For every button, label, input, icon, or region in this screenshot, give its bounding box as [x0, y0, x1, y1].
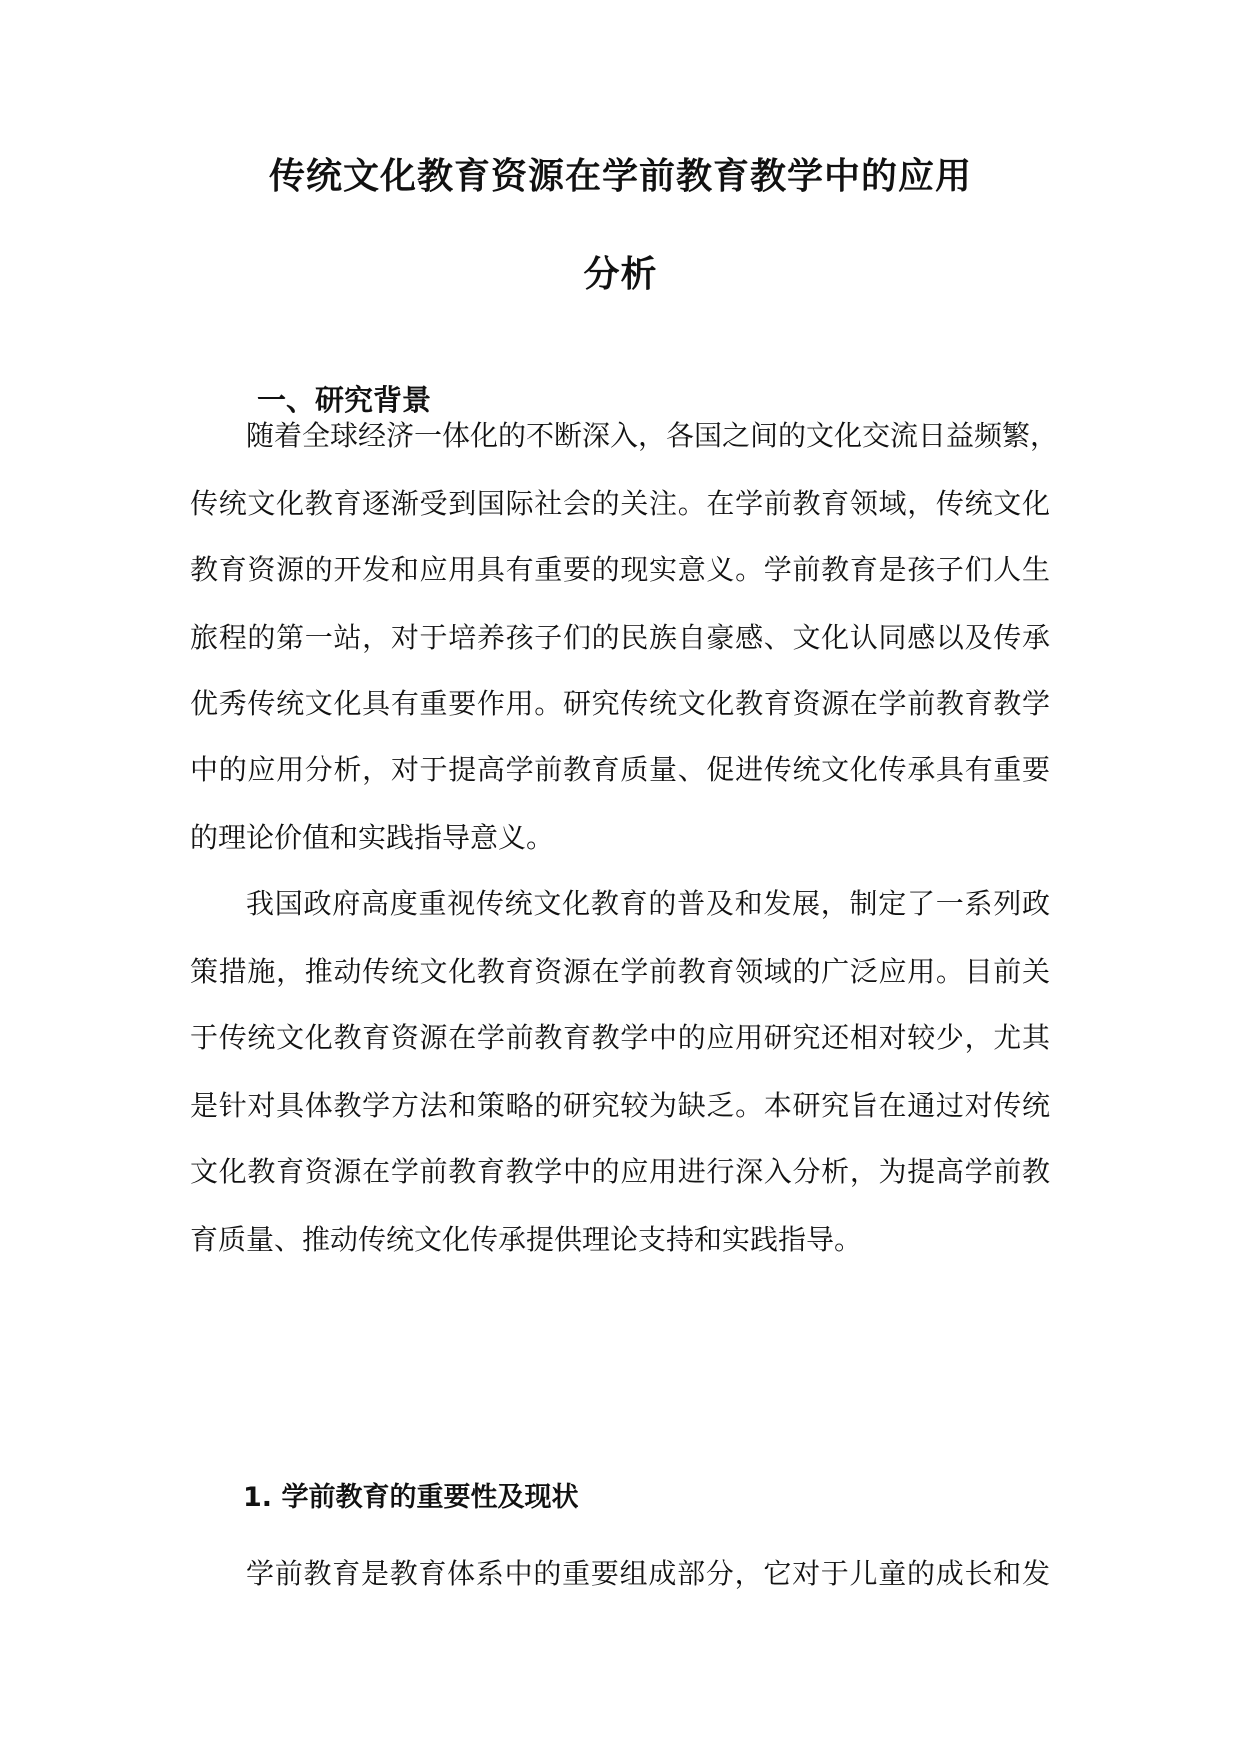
paragraph-2-line-1: 我国政府高度重视传统文化教育的普及和发展，制定了一系列政	[246, 887, 1050, 920]
document-title-line-1: 传统文化教育资源在学前教育教学中的应用	[268, 156, 972, 197]
paragraph-2-line-4: 是针对具体教学方法和策略的研究较为缺乏。本研究旨在通过对传统	[190, 1089, 1050, 1122]
paragraph-1-line-2: 传统文化教育逐渐受到国际社会的关注。在学前教育领域，传统文化	[190, 487, 1050, 520]
section-heading-research-background: 一、研究背景	[257, 383, 432, 417]
paragraph-1-line-3: 教育资源的开发和应用具有重要的现实意义。学前教育是孩子们人生	[190, 553, 1050, 586]
paragraph-3-line-1: 学前教育是教育体系中的重要组成部分，它对于儿童的成长和发	[246, 1557, 1050, 1590]
paragraph-2-line-2: 策措施，推动传统文化教育资源在学前教育领域的广泛应用。目前关	[190, 955, 1050, 988]
paragraph-2-line-5: 文化教育资源在学前教育教学中的应用进行深入分析，为提高学前教	[190, 1155, 1050, 1188]
subsection-heading-1: 1. 学前教育的重要性及现状	[243, 1482, 579, 1513]
document-title-line-2: 分析	[583, 254, 658, 295]
paragraph-2-line-6: 育质量、推动传统文化传承提供理论支持和实践指导。	[190, 1223, 863, 1256]
paragraph-1-line-4: 旅程的第一站，对于培养孩子们的民族自豪感、文化认同感以及传承	[190, 621, 1050, 654]
paragraph-1-line-6: 中的应用分析，对于提高学前教育质量、促进传统文化传承具有重要	[190, 753, 1050, 786]
paragraph-1-line-7: 的理论价值和实践指导意义。	[190, 821, 555, 854]
paragraph-1-line-1: 随着全球经济一体化的不断深入，各国之间的文化交流日益频繁，	[246, 419, 1059, 452]
paragraph-1-line-5: 优秀传统文化具有重要作用。研究传统文化教育资源在学前教育教学	[190, 687, 1050, 720]
paragraph-2-line-3: 于传统文化教育资源在学前教育教学中的应用研究还相对较少，尤其	[190, 1021, 1050, 1054]
